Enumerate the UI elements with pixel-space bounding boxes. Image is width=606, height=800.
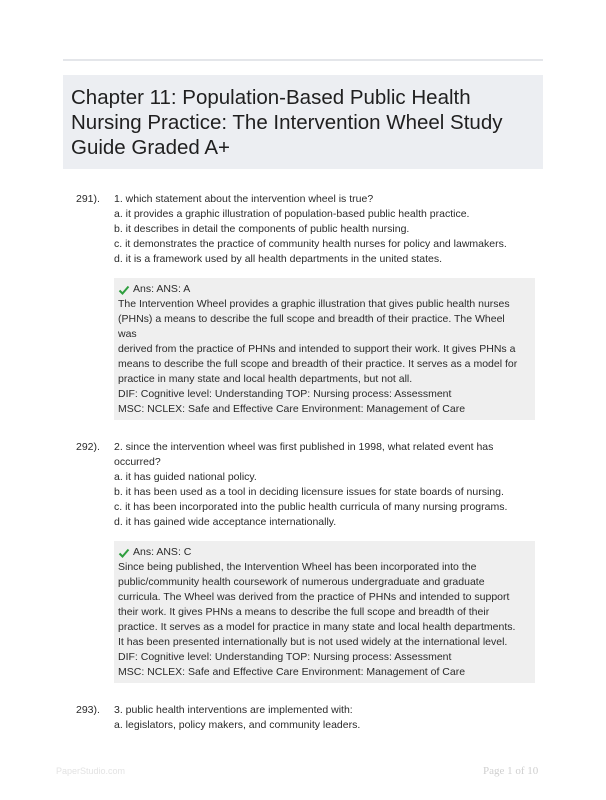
option-a: a. it provides a graphic illustration of population-based public health practice. bbox=[114, 208, 470, 220]
explanation-line: DIF: Cognitive level: Understanding TOP: Nursing process: Assessment bbox=[118, 388, 452, 400]
option-b: b. it describes in detail the components of public health nursing. bbox=[114, 223, 410, 235]
explanation-line: The Intervention Wheel provides a graphic illustration that gives public health nurses bbox=[118, 298, 510, 310]
explanation-line: practice. It serves as a model for practice in many state and local health departments. bbox=[118, 621, 516, 633]
answer-header bbox=[118, 282, 530, 297]
explanation-line: (PHNs) a means to describe the full scope and breadth of their practice. The Wheel bbox=[118, 313, 505, 325]
explanation-line: MSC: NCLEX: Safe and Effective Care Environment: Management of Care bbox=[118, 403, 466, 415]
answer-label: Ans: ANS: A bbox=[133, 283, 191, 295]
option-c: c. it demonstrates the practice of community health nurses for policy and lawmakers. bbox=[114, 238, 507, 250]
question-number: 291). bbox=[76, 193, 100, 205]
option-d: d. it is a framework used by all health departments in the united states. bbox=[114, 253, 443, 265]
option-c: c. it has been incorporated into the public health curricula of many nursing programs. bbox=[114, 501, 508, 513]
explanation-line: means to describe the full scope and breadth of their practice. It serves as a model for bbox=[118, 358, 518, 370]
question-text: 1. which statement about the intervention wheel is true? bbox=[114, 193, 374, 205]
explanation-line: practice in many state and local health departments, but not all. bbox=[118, 373, 413, 385]
explanation-line: was bbox=[118, 328, 137, 340]
explanation-line: MSC: NCLEX: Safe and Effective Care Environment: Management of Care bbox=[118, 666, 466, 678]
page-title: Chapter 11: Population-Based Public Health Nursing Practice: The Intervention Wheel Study Guide Graded A+ bbox=[71, 86, 503, 159]
page-indicator: Page 1 of 10 bbox=[483, 765, 539, 777]
explanation-line: DIF: Cognitive level: Understanding TOP: Nursing process: Assessment bbox=[118, 651, 452, 663]
answer-box bbox=[114, 541, 535, 683]
question-content bbox=[114, 440, 534, 530]
question-content bbox=[114, 192, 534, 267]
question-number: 293). bbox=[76, 704, 100, 716]
question-content bbox=[114, 703, 534, 733]
explanation-line: derived from the practice of PHNs and intended to support their work. It gives PHNs a bbox=[118, 343, 516, 355]
explanation-line: their work. It gives PHNs a means to describe the full scope and breadth of their bbox=[118, 606, 490, 618]
option-a: a. it has guided national policy. bbox=[114, 471, 257, 483]
question-number: 292). bbox=[76, 441, 100, 453]
check-icon bbox=[118, 547, 130, 559]
title-banner bbox=[63, 75, 543, 169]
answer-box bbox=[114, 278, 535, 420]
footer-watermark: PaperStudio.com bbox=[56, 766, 126, 776]
option-a: a. legislators, policy makers, and community leaders. bbox=[114, 719, 361, 731]
explanation-line: public/community health coursework of numerous undergraduate and graduate bbox=[118, 576, 485, 588]
explanation-line: Since being published, the Intervention Wheel has been incorporated into the bbox=[118, 561, 477, 573]
top-divider bbox=[63, 59, 543, 61]
option-b: b. it has been used as a tool in deciding licensure issues for state boards of nursing. bbox=[114, 486, 504, 498]
explanation-line: It has been presented internationally but is not used widely at the international level. bbox=[118, 636, 508, 648]
question-text: occurred? bbox=[114, 456, 161, 468]
answer-header bbox=[118, 545, 530, 560]
question-text: 2. since the intervention wheel was first published in 1998, what related event has bbox=[114, 441, 494, 453]
answer-label: Ans: ANS: C bbox=[133, 546, 192, 558]
check-icon bbox=[118, 284, 130, 296]
question-text: 3. public health interventions are implemented with: bbox=[114, 704, 353, 716]
option-d: d. it has gained wide acceptance internationally. bbox=[114, 516, 337, 528]
explanation-line: curricula. The Wheel was derived from the practice of PHNs and intended to support bbox=[118, 591, 510, 603]
